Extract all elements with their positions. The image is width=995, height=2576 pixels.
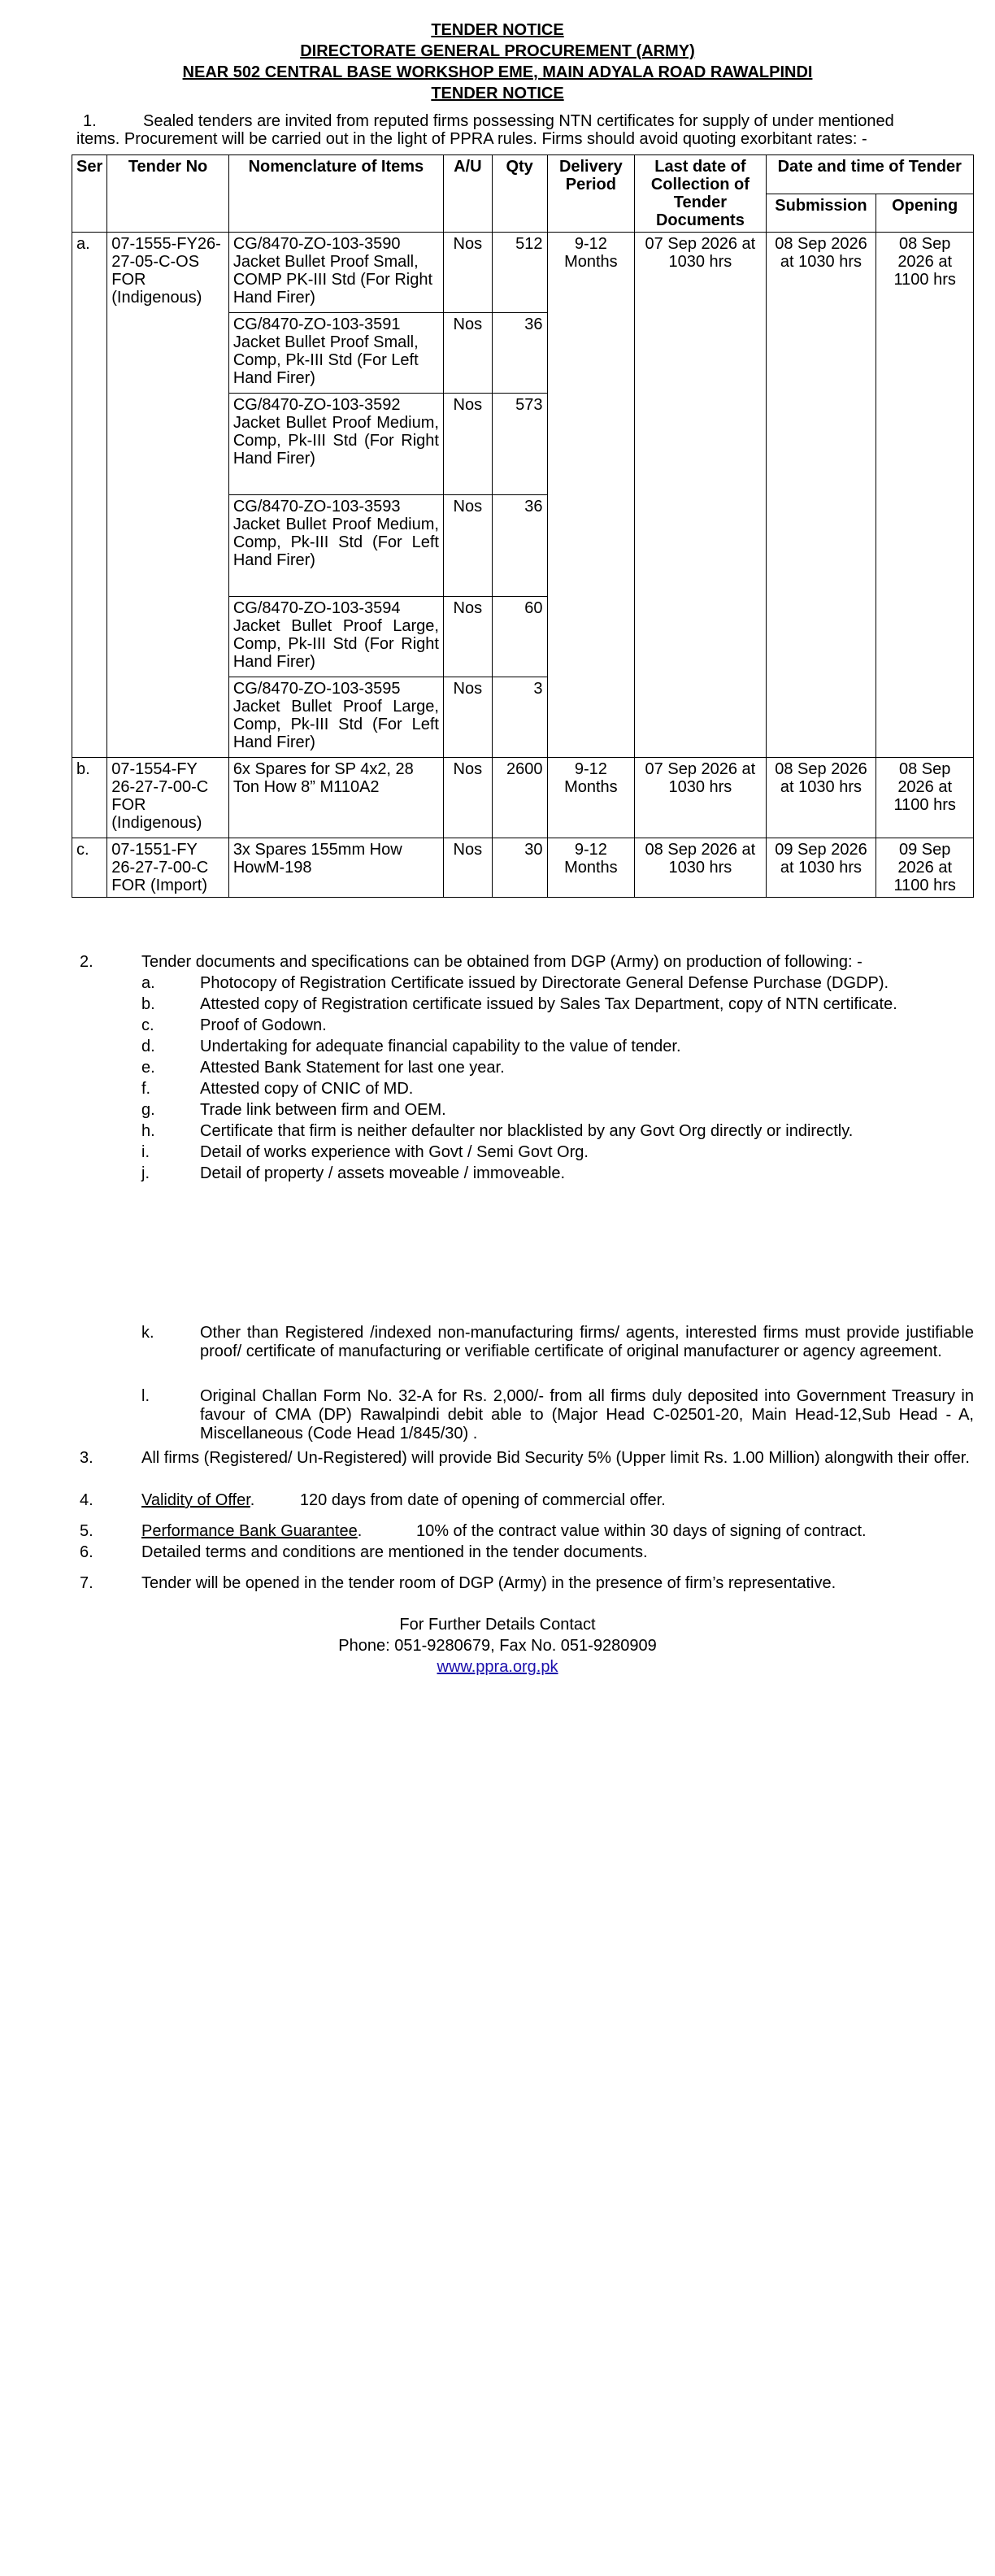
paragraph-text: Tender documents and specifications can be obtained from DGP (Army) on production of following: - xyxy=(141,953,862,971)
cell-tender-no: 07-1554-FY 26-27-7-00-C FOR (Indigenous) xyxy=(107,758,229,838)
cell-submission: 08 Sep 2026 at 1030 hrs xyxy=(766,758,876,838)
list-text: Photocopy of Registration Certificate issued by Directorate General Defense Purchase (DGDP). xyxy=(200,974,889,992)
list-item xyxy=(141,1164,974,1184)
list-text: Proof of Godown. xyxy=(200,1016,327,1034)
list-item xyxy=(141,1122,974,1142)
list-letter: g. xyxy=(141,1101,155,1119)
table-row xyxy=(72,838,974,898)
cell-qty: 30 xyxy=(492,838,547,898)
header-address: NEAR 502 CENTRAL BASE WORKSHOP EME, MAIN ADYALA ROAD RAWALPINDI xyxy=(182,63,813,81)
list-text: Certificate that firm is neither defaulter nor blacklisted by any Govt Org directly or indirectly. xyxy=(200,1122,854,1140)
cell-delivery: 9-12 Months xyxy=(547,233,635,758)
cell-au: Nos xyxy=(443,233,492,313)
cell-au: Nos xyxy=(443,313,492,394)
cell-last-date: 08 Sep 2026 at 1030 hrs xyxy=(635,838,766,898)
paragraph-number: 3. xyxy=(80,1449,93,1467)
col-header-nomenclature: Nomenclature of Items xyxy=(228,155,443,233)
cell-au: Nos xyxy=(443,394,492,495)
paragraph-label: Performance Bank Guarantee xyxy=(141,1522,358,1540)
list-text: Detail of property / assets moveable / immoveable. xyxy=(200,1164,566,1182)
list-item xyxy=(141,1059,974,1078)
paragraph-number: 2. xyxy=(80,953,93,971)
cell-item-name: CG/8470-ZO-103-3593 Jacket Bullet Proof Medium, Comp, Pk-III Std (For Left Hand Firer) xyxy=(228,495,443,597)
list-letter: h. xyxy=(141,1122,155,1140)
list-item xyxy=(141,1038,974,1057)
list-text: Original Challan Form No. 32-A for Rs. 2,000/- from all firms duly deposited into Government Treasury in favour of CMA (DP) Rawalpindi debit able to (Major Head C-02501-20, Main Head-12,Sub Head - A, Miscellaneous (Code Head 1/845/30) . xyxy=(200,1387,974,1442)
list-item xyxy=(141,1080,974,1099)
cell-qty: 512 xyxy=(492,233,547,313)
intro-number: 1. xyxy=(83,112,97,130)
list-text: Other than Registered /indexed non-manufacturing firms/ agents, interested firms must provide justifiable proof/ certificate of manufacturing or verifiable certificate of original manufacturer or agency agreement. xyxy=(200,1324,974,1360)
paragraph-label: Validity of Offer xyxy=(141,1491,250,1509)
header-subtitle: TENDER NOTICE xyxy=(431,85,564,102)
col-header-opening: Opening xyxy=(876,194,974,233)
cell-ser: c. xyxy=(72,838,107,898)
cell-submission: 09 Sep 2026 at 1030 hrs xyxy=(766,838,876,898)
paragraph-2 xyxy=(80,953,974,973)
col-header-qty: Qty xyxy=(492,155,547,233)
cell-opening: 08 Sep 2026 at 1100 hrs xyxy=(876,758,974,838)
paragraph-number: 4. xyxy=(80,1491,93,1509)
col-header-delivery: Delivery Period xyxy=(547,155,635,233)
paragraph-text: 10% of the contract value within 30 days of signing of contract. xyxy=(415,1522,867,1540)
list-text: Attested copy of CNIC of MD. xyxy=(200,1080,414,1098)
cell-ser: b. xyxy=(72,758,107,838)
cell-au: Nos xyxy=(443,677,492,758)
cell-qty: 36 xyxy=(492,495,547,597)
list-text: Undertaking for adequate financial capability to the value of tender. xyxy=(200,1038,681,1055)
list-text: Attested copy of Registration certificate issued by Sales Tax Department, copy of NTN certificate. xyxy=(200,995,897,1013)
list-letter: k. xyxy=(141,1324,154,1342)
table-row xyxy=(72,758,974,838)
list-letter: j. xyxy=(141,1164,150,1182)
cell-delivery: 9-12 Months xyxy=(547,838,635,898)
list-letter: i. xyxy=(141,1143,150,1161)
col-header-date-time: Date and time of Tender xyxy=(766,155,973,194)
intro-line-1: Sealed tenders are invited from reputed firms possessing NTN certificates for supply of under mentioned xyxy=(143,112,894,130)
paragraph-text: Tender will be opened in the tender room of DGP (Army) in the presence of firm’s representative. xyxy=(141,1574,836,1592)
cell-qty: 573 xyxy=(492,394,547,495)
paragraph-text: 120 days from date of opening of commercial offer. xyxy=(299,1491,666,1509)
cell-au: Nos xyxy=(443,758,492,838)
cell-item-name: 3x Spares 155mm How HowM-198 xyxy=(228,838,443,898)
list-letter: b. xyxy=(141,995,155,1013)
intro-line-2: items. Procurement will be carried out in the light of PPRA rules. Firms should avoid quoting exorbitant rates: - xyxy=(76,130,867,148)
cell-tender-no: 07-1555-FY26-27-05-C-OS FOR (Indigenous) xyxy=(107,233,229,758)
paragraph-number: 5. xyxy=(80,1522,93,1540)
contact-phone: Phone: 051-9280679, Fax No. 051-9280909 xyxy=(338,1637,657,1655)
list-letter: a. xyxy=(141,974,155,992)
cell-delivery: 9-12 Months xyxy=(547,758,635,838)
cell-submission: 08 Sep 2026 at 1030 hrs xyxy=(766,233,876,758)
list-item xyxy=(141,995,974,1015)
cell-au: Nos xyxy=(443,597,492,677)
cell-ser: a. xyxy=(72,233,107,758)
header-title: TENDER NOTICE xyxy=(431,21,564,39)
paragraph-7 xyxy=(80,1574,974,1594)
cell-opening: 09 Sep 2026 at 1100 hrs xyxy=(876,838,974,898)
paragraph-5: 5. Performance Bank Guarantee. 10% of the contract value within 30 days of signing of contract. xyxy=(80,1522,867,1540)
list-letter: l. xyxy=(141,1387,150,1405)
col-header-submission: Submission xyxy=(766,194,876,233)
list-item xyxy=(141,1387,974,1446)
list-item xyxy=(141,1143,974,1163)
cell-au: Nos xyxy=(443,838,492,898)
list-letter: c. xyxy=(141,1016,154,1034)
list-item xyxy=(141,974,974,994)
list-text: Trade link between firm and OEM. xyxy=(200,1101,446,1119)
intro-paragraph xyxy=(76,112,974,148)
cell-qty: 36 xyxy=(492,313,547,394)
list-letter: e. xyxy=(141,1059,155,1077)
cell-item-name: 6x Spares for SP 4x2, 28 Ton How 8” M110A2 xyxy=(228,758,443,838)
cell-qty: 3 xyxy=(492,677,547,758)
cell-opening: 08 Sep 2026 at 1100 hrs xyxy=(876,233,974,758)
cell-item-name: CG/8470-ZO-103-3595 Jacket Bullet Proof Large, Comp, Pk-III Std (For Left Hand Firer) xyxy=(228,677,443,758)
cell-tender-no: 07-1551-FY 26-27-7-00-C FOR (Import) xyxy=(107,838,229,898)
header-directorate: DIRECTORATE GENERAL PROCUREMENT (ARMY) xyxy=(300,42,695,60)
ppra-website-link[interactable]: www.ppra.org.pk xyxy=(437,1658,558,1676)
cell-qty: 60 xyxy=(492,597,547,677)
cell-item-name: CG/8470-ZO-103-3590 Jacket Bullet Proof Small, COMP PK-III Std (For Right Hand Firer) xyxy=(228,233,443,313)
list-item xyxy=(141,1324,974,1382)
list-item xyxy=(141,1016,974,1036)
col-header-tender-no: Tender No xyxy=(107,155,229,233)
cell-au: Nos xyxy=(443,495,492,597)
cell-last-date: 07 Sep 2026 at 1030 hrs xyxy=(635,233,766,758)
list-item xyxy=(141,1101,974,1120)
col-header-ser: Ser xyxy=(72,155,107,233)
tender-table xyxy=(72,154,974,898)
list-letter: f. xyxy=(141,1080,151,1098)
paragraph-text: Detailed terms and conditions are mentioned in the tender documents. xyxy=(141,1543,648,1561)
col-header-au: A/U xyxy=(443,155,492,233)
cell-qty: 2600 xyxy=(492,758,547,838)
paragraph-number: 6. xyxy=(80,1543,93,1561)
paragraph-4: 4. Validity of Offer. 120 days from date of opening of commercial offer. xyxy=(80,1491,666,1509)
cell-item-name: CG/8470-ZO-103-3592 Jacket Bullet Proof Medium, Comp, Pk-III Std (For Right Hand Firer) xyxy=(228,394,443,495)
paragraph-3 xyxy=(80,1449,974,1488)
col-header-last-date: Last date of Collection of Tender Documents xyxy=(635,155,766,233)
cell-item-name: CG/8470-ZO-103-3594 Jacket Bullet Proof Large, Comp, Pk-III Std (For Right Hand Firer) xyxy=(228,597,443,677)
cell-item-name: CG/8470-ZO-103-3591 Jacket Bullet Proof Small, Comp, Pk-III Std (For Left Hand Firer) xyxy=(228,313,443,394)
list-text: Attested Bank Statement for last one year. xyxy=(200,1059,505,1077)
contact-heading: For Further Details Contact xyxy=(399,1616,596,1634)
list-text: Detail of works experience with Govt / Semi Govt Org. xyxy=(200,1143,589,1161)
paragraph-6 xyxy=(80,1543,974,1563)
paragraph-text: All firms (Registered/ Un-Registered) will provide Bid Security 5% (Upper limit Rs. 1.00 Million) alongwith their offer. xyxy=(141,1449,970,1467)
table-row xyxy=(72,233,974,313)
list-letter: d. xyxy=(141,1038,155,1055)
paragraph-number: 7. xyxy=(80,1574,93,1592)
cell-last-date: 07 Sep 2026 at 1030 hrs xyxy=(635,758,766,838)
